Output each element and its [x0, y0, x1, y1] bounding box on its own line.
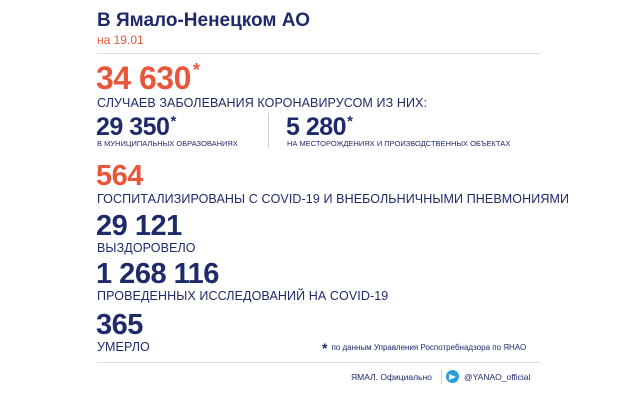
- hospitalized-label: ГОСПИТАЛИЗИРОВАНЫ С COVID-19 И ВНЕБОЛЬНИЧНЫМИ ПНЕВМОНИЯМИ: [97, 192, 570, 206]
- footnote-asterisk: *: [322, 340, 328, 356]
- recovered-label: ВЫЗДОРОВЕЛО: [97, 241, 196, 255]
- header-divider: [97, 53, 540, 54]
- tests-value: 1 268 116: [96, 258, 219, 290]
- field-cases-asterisk: *: [347, 113, 353, 130]
- telegram-channel-link[interactable]: @YANAO_official: [464, 372, 531, 382]
- report-date: на 19.01: [97, 33, 144, 47]
- footer-source: ЯМАЛ. Официально: [351, 372, 432, 382]
- field-cases-number: 5 280: [286, 113, 347, 141]
- total-cases-asterisk: *: [192, 60, 200, 80]
- footer-divider: [97, 362, 540, 363]
- footnote-text: по данным Управления Роспотребнадзора по ЯНАО: [331, 343, 527, 352]
- deaths-value: 365: [96, 309, 143, 341]
- total-cases-number: 34 630: [96, 60, 191, 96]
- municipal-cases-label: В МУНИЦИПАЛЬНЫХ ОБРАЗОВАНИЯХ: [97, 139, 238, 148]
- deaths-label: УМЕРЛО: [97, 340, 150, 354]
- tests-label: ПРОВЕДЕННЫХ ИССЛЕДОВАНИЙ НА COVID-19: [97, 289, 389, 303]
- page-title: В Ямало-Ненецком АО: [97, 10, 310, 31]
- field-cases-value: [286, 113, 352, 142]
- source-footnote: [322, 340, 526, 356]
- municipal-cases-asterisk: *: [170, 113, 176, 130]
- field-cases-label: НА МЕСТОРОЖДЕНИЯХ И ПРОИЗВОДСТВЕННЫХ ОБЪЕКТАХ: [287, 139, 511, 148]
- total-cases-value: [96, 60, 199, 97]
- total-cases-label: СЛУЧАЕВ ЗАБОЛЕВАНИЯ КОРОНАВИРУСОМ ИЗ НИХ:: [97, 96, 428, 110]
- hospitalized-value: 564: [96, 160, 143, 192]
- recovered-value: 29 121: [96, 210, 182, 242]
- municipal-cases-number: 29 350: [96, 113, 170, 141]
- footer-separator: [441, 369, 442, 384]
- municipal-cases-value: [96, 113, 176, 142]
- telegram-icon[interactable]: [446, 370, 459, 383]
- stats-vertical-divider: [268, 113, 269, 148]
